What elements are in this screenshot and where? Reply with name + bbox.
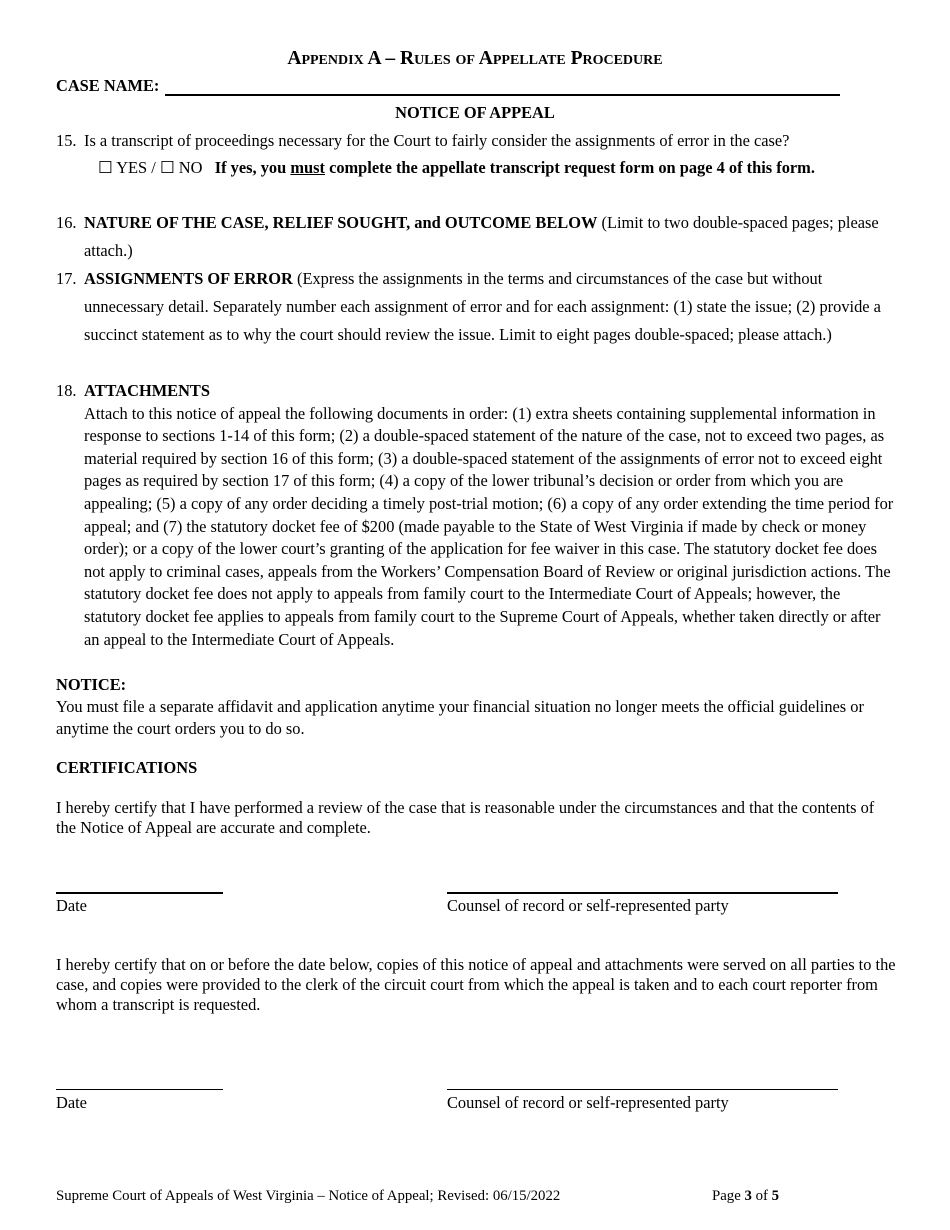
question-18-number: 18. <box>56 381 77 400</box>
page-number: Page 3 of 5 <box>712 1188 780 1204</box>
transcript-instruction: If yes, you must complete the appellate transcript request form on page 4 of this form. <box>214 158 815 177</box>
question-16-number: 16. <box>56 213 77 232</box>
must-emphasis: must <box>290 158 325 177</box>
page-current: 3 <box>744 1188 752 1204</box>
question-17-number: 17. <box>56 269 77 288</box>
notice-section <box>56 674 896 740</box>
question-15 <box>56 130 896 153</box>
question-17-heading: ASSIGNMENTS OF ERROR <box>84 269 293 288</box>
question-17-text: ASSIGNMENTS OF ERROR (Express the assignments in the terms and circumstances of the case but without unnecessary detail. Separately number each assignment of error and for each assignment: (1) state the issue; (2) provide a succinct statement as to why the court should review the issue. Limit to eight pages double-spaced; please attach.) <box>84 269 881 344</box>
case-name-label: CASE NAME: <box>56 76 160 95</box>
question-18-heading: ATTACHMENTS <box>84 381 210 400</box>
yes-label: YES / <box>116 158 156 177</box>
appendix-title: Appendix A – Rules of Appellate Procedure <box>287 48 663 69</box>
certifications-heading: CERTIFICATIONS <box>56 758 198 777</box>
question-16 <box>56 209 896 265</box>
notice-heading: NOTICE: <box>56 675 127 694</box>
certification-2-text: I hereby certify that on or before the date below, copies of this notice of appeal and attachments were served on all parties to the case, and copies were provided to the clerk of the circuit court from which the appeal is taken and to each court reporter from whom a transcript is requested. <box>56 955 896 1014</box>
counsel-label-2: Counsel of record or self-represented party <box>447 1093 729 1112</box>
form-title: NOTICE OF APPEAL <box>395 103 555 122</box>
question-17 <box>56 265 896 349</box>
counsel-signature-line-1[interactable] <box>447 892 838 894</box>
question-15-text: Is a transcript of proceedings necessary for the Court to fairly consider the assignments of error in the case? <box>84 131 790 150</box>
no-checkbox[interactable]: ☐ <box>159 158 175 177</box>
question-18 <box>56 380 896 651</box>
yes-checkbox[interactable]: ☐ <box>98 158 113 177</box>
notice-text: You must file a separate affidavit and application anytime your financial situation no longer meets the official guidelines or anytime the court orders you to do so. <box>56 697 864 738</box>
question-16-text: NATURE OF THE CASE, RELIEF SOUGHT, and OUTCOME BELOW (Limit to two double-spaced pages; please attach.) <box>84 213 879 260</box>
case-name-row <box>56 76 840 96</box>
counsel-label-1: Counsel of record or self-represented party <box>447 896 729 915</box>
footer-source: Supreme Court of Appeals of West Virginia – Notice of Appeal; Revised: 06/15/2022 <box>56 1188 561 1204</box>
question-15-number: 15. <box>56 131 77 150</box>
date-label-2: Date <box>56 1093 87 1112</box>
page-total: 5 <box>771 1188 780 1204</box>
question-16-heading: NATURE OF THE CASE, RELIEF SOUGHT, and OUTCOME BELOW <box>84 213 598 232</box>
certification-1-text: I hereby certify that I have performed a review of the case that is reasonable under the circumstances and that the contents of the Notice of Appeal are accurate and complete. <box>56 798 875 837</box>
date-label-1: Date <box>56 896 87 915</box>
no-label: NO <box>178 158 203 177</box>
date-signature-line-1[interactable] <box>56 892 223 894</box>
date-signature-line-2[interactable] <box>56 1089 223 1090</box>
transcript-options <box>98 158 815 178</box>
question-18-text: Attach to this notice of appeal the following documents in order: (1) extra sheets containing supplemental information in response to sections 1-14 of this form; (2) a double-spaced statement of the nature of the case, not to exceed two pages, as material required by section 16 of this form; (3) a double-spaced statement of the assignments of error not to exceed eight pages as required by section 17 of this form; (4) a copy of the lower tribunal’s decision or order from which you are appealing; (5) a copy of any order deciding a timely post-trial motion; (6) a copy of any order extending the time period for appeal; and (7) the statutory docket fee of $200 (made payable to the State of West Virginia if made by check or money order); or a copy of the lower court’s granting of the application for fee waiver in this case. The statutory docket fee does not apply to criminal cases, appeals from the Workers’ Compensation Board of Review or original jurisdiction actions. The statutory docket fee does not apply to appeals from family court to the Intermediate Court of Appeals; however, the statutory docket fee applies to appeals from family court to the Supreme Court of Appeals, whether taken directly or after an appeal to the Intermediate Court of Appeals. <box>84 403 894 649</box>
counsel-signature-line-2[interactable] <box>447 1089 838 1090</box>
case-name-field[interactable] <box>165 78 840 96</box>
